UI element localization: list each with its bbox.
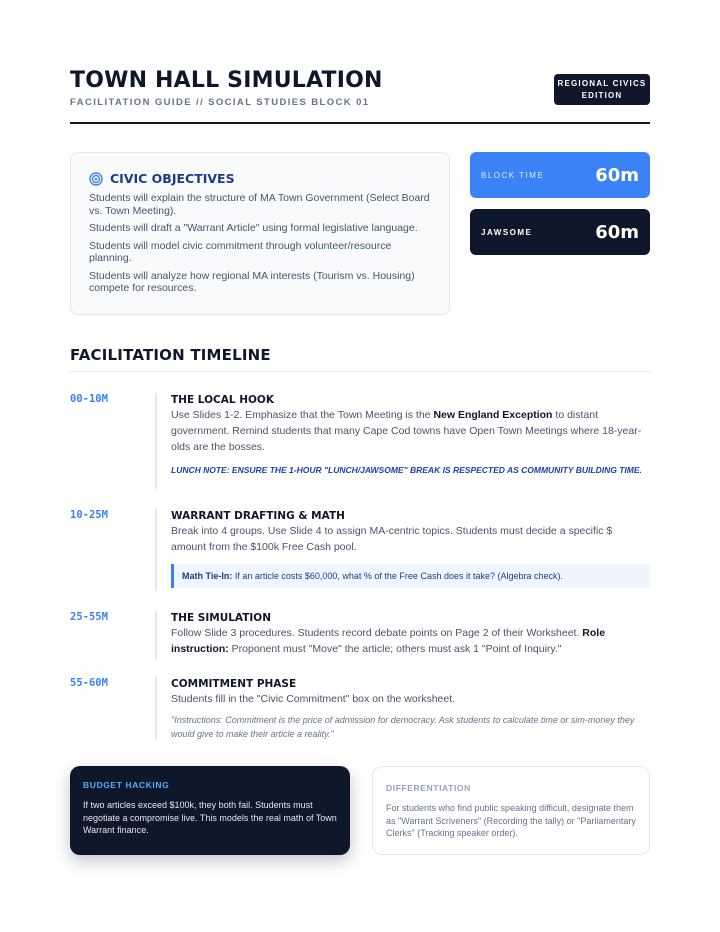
timeline-body — [155, 393, 650, 489]
page-subtitle: FACILITATION GUIDE // SOCIAL STUDIES BLOCK 01 — [70, 97, 370, 108]
document-header — [70, 68, 650, 108]
lunch-note: LUNCH NOTE: ENSURE THE 1-HOUR "LUNCH/JAWSOME" BREAK IS RESPECTED AS COMMUNITY BUILDING TIME. — [171, 465, 642, 475]
math-tie-in-box: Math Tie-In: If an article costs $60,000, what % of the Free Cash does it take? (Algebra check). — [171, 564, 650, 588]
jawsome-label: JAWSOME — [481, 227, 533, 237]
objective-item: Students will model civic commitment through volunteer/resource planning. — [89, 239, 392, 264]
differentiation-label: DIFFERENTIATION — [386, 783, 471, 793]
page-title: TOWN HALL SIMULATION — [70, 68, 383, 93]
timeline-title: THE SIMULATION — [171, 612, 272, 624]
budget-hacking-card — [70, 766, 350, 855]
timeline-time: 00-10M — [70, 393, 108, 405]
timeline-title: THE LOCAL HOOK — [171, 394, 274, 406]
timeline-time: 55-60M — [70, 677, 108, 689]
objectives-title: CIVIC OBJECTIVES — [110, 171, 235, 186]
block-time-card — [470, 152, 650, 198]
timeline-text: Use Slides 1-2. Emphasize that the Town Meeting is the New England Exception to distant government. Remind students that many Cape Cod towns have Open Town Meetings where 18-year-olds are the bosses. — [171, 409, 642, 453]
timeline-section-title: FACILITATION TIMELINE — [70, 346, 271, 364]
timeline-text: Break into 4 groups. Use Slide 4 to assign MA-centric topics. Students must decide a specific $ amount from the $100k Free Cash pool. — [171, 525, 613, 553]
objectives-list — [89, 192, 431, 295]
differentiation-card — [372, 766, 650, 855]
jawsome-value: 60m — [595, 221, 639, 243]
commitment-quote: "Instructions: Commitment is the price of admission for democracy. Ask students to calculate time or sim-money they would give to make their article a reality." — [171, 715, 635, 739]
timeline-body — [155, 509, 650, 591]
objectives-header — [89, 171, 431, 186]
timeline-title: COMMITMENT PHASE — [171, 678, 297, 690]
timeline-title: WARRANT DRAFTING & MATH — [171, 510, 345, 522]
block-time-value: 60m — [595, 164, 639, 186]
civic-objectives-card — [70, 152, 450, 315]
objective-item: Students will explain the structure of MA Town Government (Select Board vs. Town Meeting). — [89, 192, 430, 217]
timeline-divider — [70, 371, 650, 372]
timeline-text: Follow Slide 3 procedures. Students record debate points on Page 2 of their Worksheet. Role instruction: Proponent must "Move" the article; others must ask 1 "Point of Inquiry." — [171, 627, 606, 655]
target-icon — [89, 172, 103, 186]
edition-badge-line1: REGIONAL CIVICS — [557, 79, 647, 88]
differentiation-text: For students who find public speaking difficult, designate them as "Warrant Scriveners" (Recording the tally) or "Parliamentary Clerks" (Tracking speaker order). — [386, 803, 636, 838]
budget-hacking-text: If two articles exceed $100k, they both fail. Students must negotiate a compromise live. This models the real math of Town Warrant finance. — [83, 800, 337, 835]
timeline-body — [155, 677, 650, 739]
timeline-text: Students fill in the "Civic Commitment" box on the worksheet. — [171, 693, 456, 705]
edition-badge — [554, 74, 650, 105]
timeline-time: 10-25M — [70, 509, 108, 521]
edition-badge-line2: EDITION — [581, 91, 623, 100]
timeline-body — [155, 611, 650, 659]
objective-item: Students will analyze how regional MA interests (Tourism vs. Housing) compete for resources. — [89, 269, 415, 294]
objective-item: Students will draft a "Warrant Article" using formal legislative language. — [89, 222, 418, 234]
header-divider — [70, 122, 650, 124]
timeline-time: 25-55M — [70, 611, 108, 623]
jawsome-card — [470, 209, 650, 255]
budget-hacking-label: BUDGET HACKING — [83, 780, 170, 790]
block-time-label: BLOCK TIME — [481, 170, 545, 180]
